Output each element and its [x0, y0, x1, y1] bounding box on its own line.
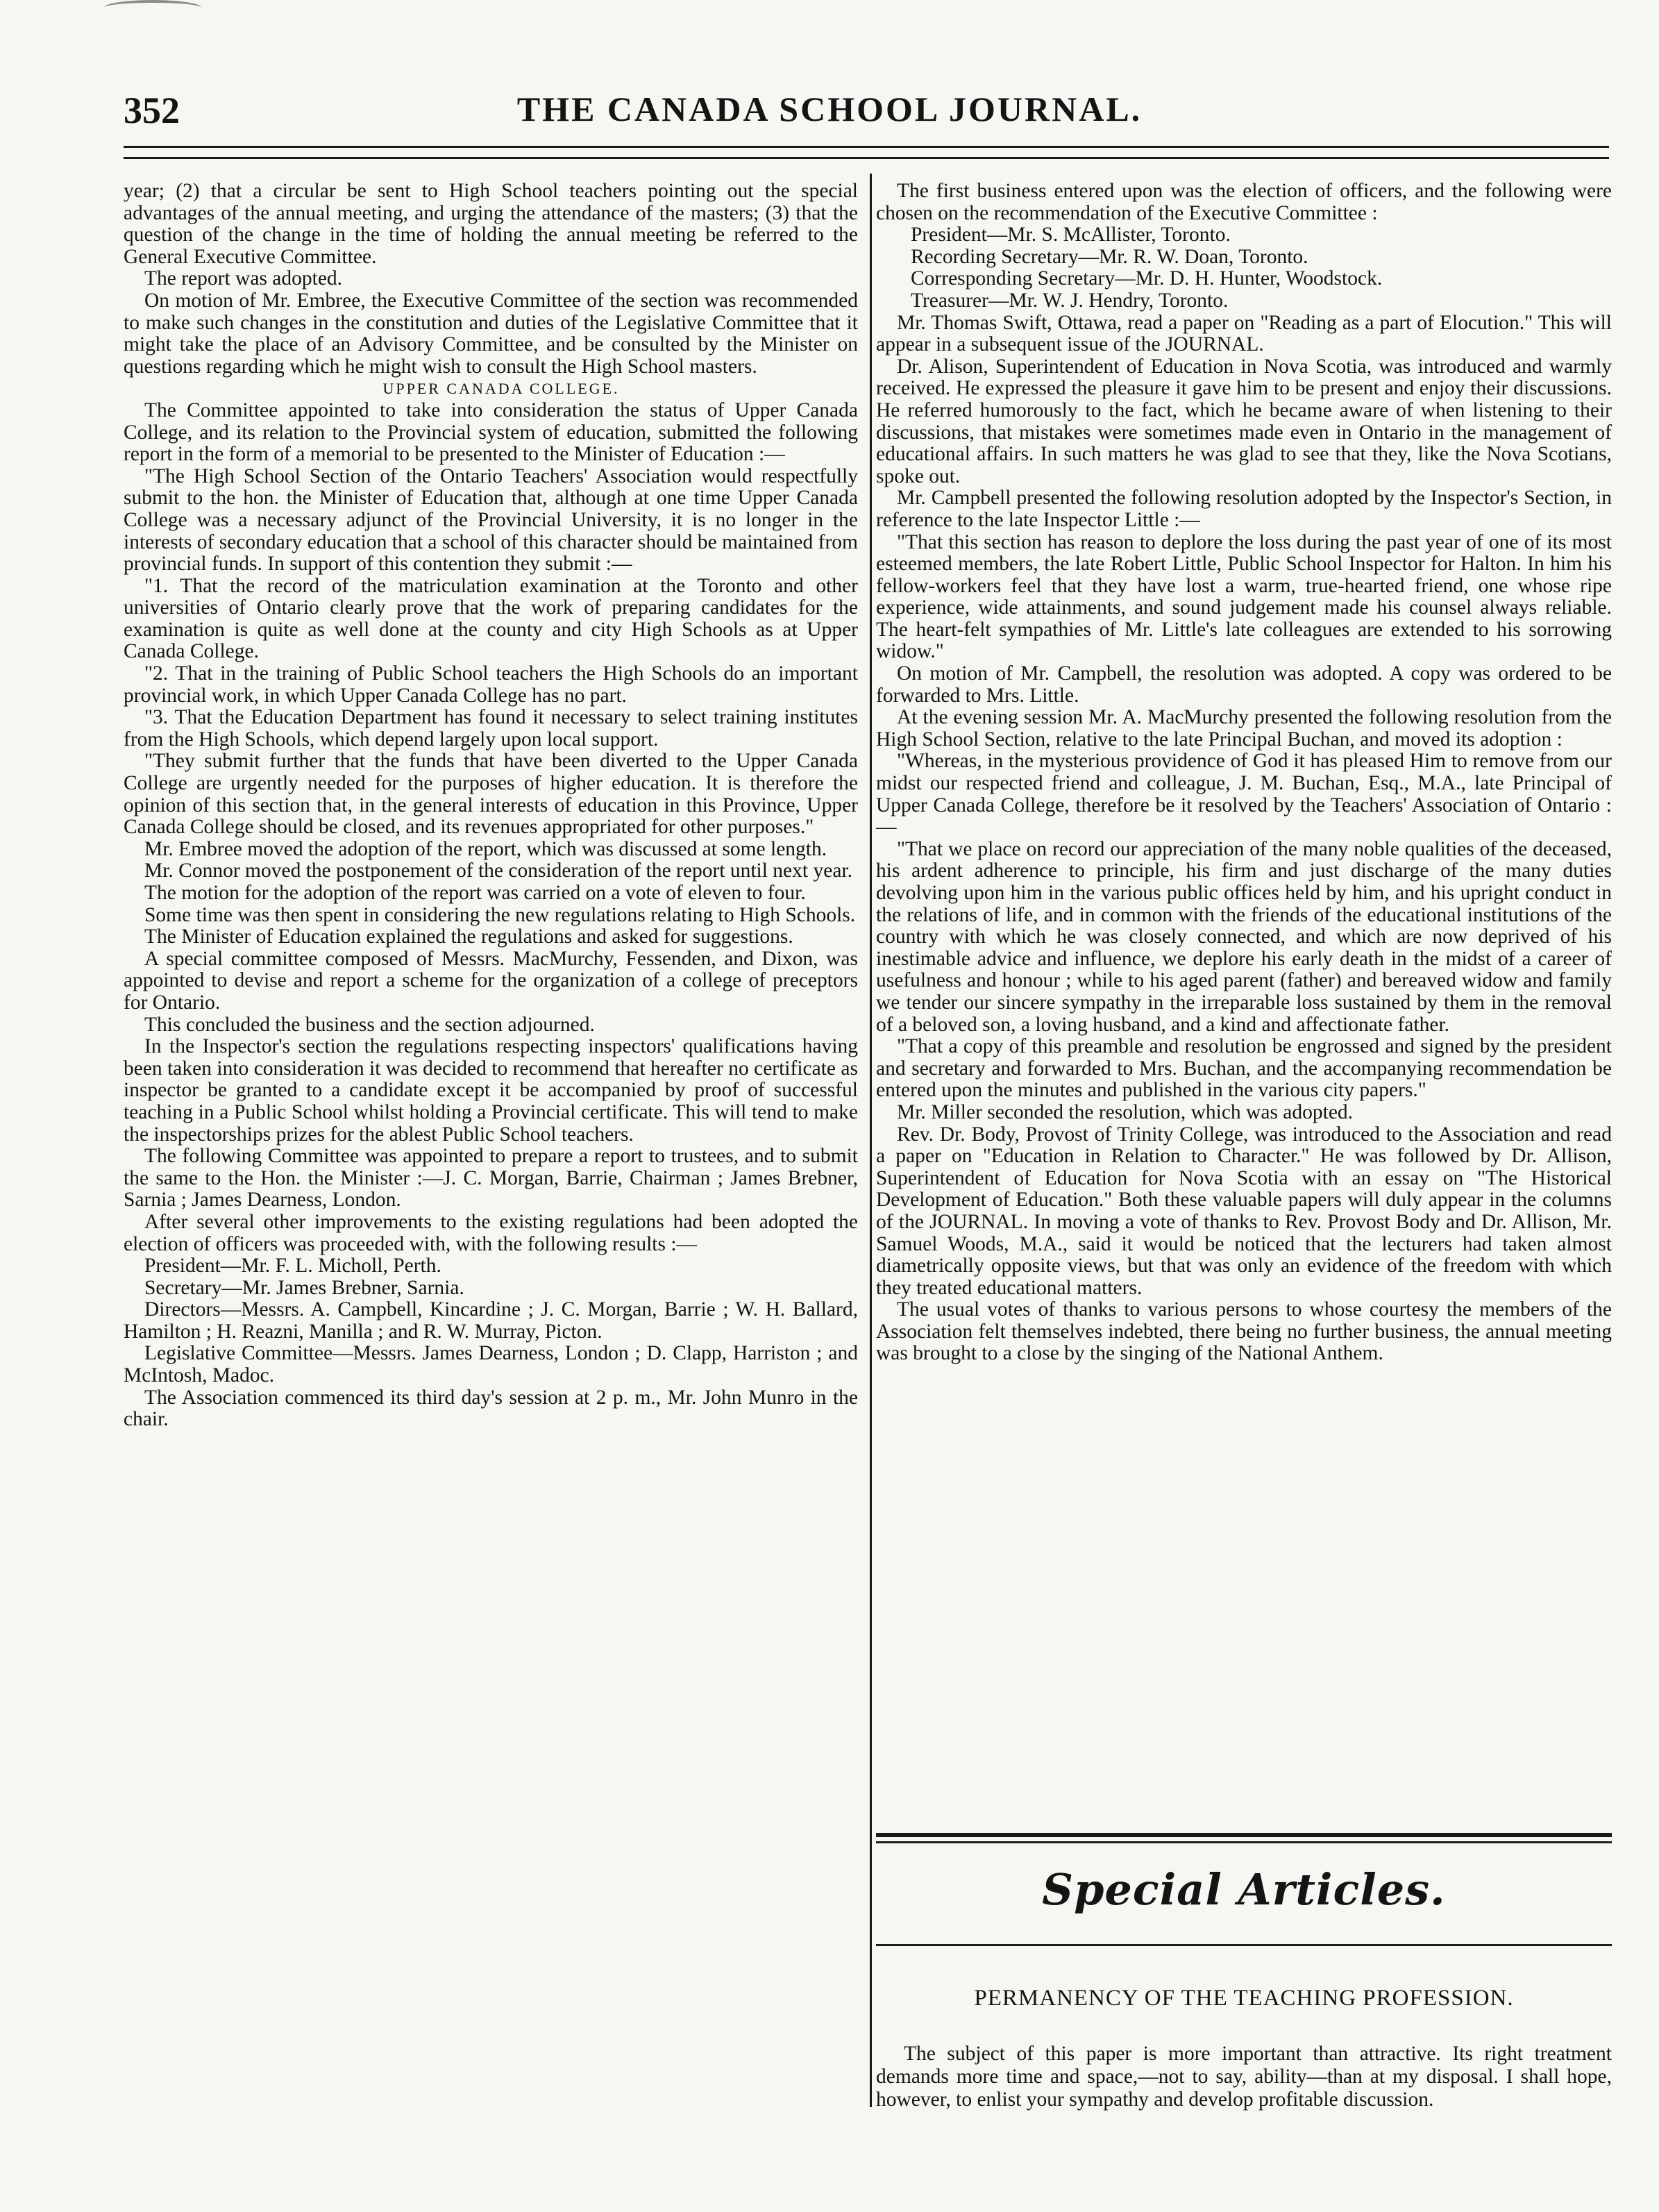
section-subheading: UPPER CANADA COLLEGE.	[382, 380, 620, 398]
header-rule-top	[124, 146, 1609, 148]
paragraph: Some time was then spent in considering the new regulations relating to High Schools.	[144, 903, 856, 926]
paragraph: On motion of Mr. Embree, the Executive Committee of the section was recommended to make such changes in the constitution and duties of the Legislative Committee that it might take the place of an Advisory Committee, and be consulted by the Minister on questions regarding which he might wish to consult the High School masters.	[124, 289, 858, 378]
page-number: 352	[124, 90, 180, 131]
paragraph: Mr. Connor moved the postponement of the consideration of the report until next year.	[144, 860, 852, 882]
paragraph: Mr. Miller seconded the resolution, which was adopted.	[897, 1100, 1354, 1123]
paragraph: year; (2) that a circular be sent to High School teachers pointing out the special advantages of the annual meeting, and urging the attendance of the masters; (3) that the question of the change in the time of holding the annual meeting be referred to the General Executive Committee.	[124, 180, 858, 268]
article-title: PERMANENCY OF THE TEACHING PROFESSION.	[974, 1986, 1514, 2011]
article-body	[876, 2043, 1612, 2111]
paragraph: The motion for the adoption of the report was carried on a vote of eleven to four.	[144, 882, 806, 904]
paragraph: Dr. Alison, Superintendent of Education in Nova Scotia, was introduced and warmly received. He expressed the pleasure it gave him to be present and enjoy their discussions. He referred humorously to the fact, which he became aware of when listening to their discussions, that mistakes were sometimes made even in Ontario in the management of educational affairs. In such matters he was glad to see that they, like the Nova Scotians, spoke out.	[876, 355, 1612, 487]
paragraph: A special committee composed of Messrs. MacMurchy, Fessenden, and Dixon, was appointed to devise and report a scheme for the organization of a college of preceptors for Ontario.	[124, 947, 858, 1014]
officer-list-item: Corresponding Secretary—Mr. D. H. Hunter, Woodstock.	[911, 267, 1383, 290]
paragraph: "That we place on record our appreciation of the many noble qualities of the deceased, his ardent adherence to principle, his firm and just discharge of the many duties devolving upon him in the various public offices held by him, and his upright conduct in the relations of life, and in common with the friends of the educational institutions of the country with which he was closely connected, and which are now deprived of his inestimable advice and influence, we deplore his early death in the midst of a career of usefulness and honour ; while to his aged parent (father) and bereaved widow and family we tender our sincere sympathy in the irreparable loss sustained by them in the removal of a beloved son, a loving husband, and a kind and affectionate father.	[876, 837, 1612, 1036]
paragraph: At the evening session Mr. A. MacMurchy presented the following resolution from the High School Section, relative to the late Principal Buchan, and moved its adoption :	[876, 706, 1612, 751]
paragraph: "1. That the record of the matriculation examination at the Toronto and other universities of Ontario clearly prove that the work of preparing candidates for the examination is quite as well done at the county and city High Schools as at Upper Canada College.	[124, 574, 858, 663]
paragraph: The first business entered upon was the election of officers, and the following were chosen on the recommendation of the Executive Committee :	[876, 180, 1612, 224]
paragraph: Mr. Embree moved the adoption of the report, which was discussed at some length.	[144, 837, 827, 860]
officer-list-item: Treasurer—Mr. W. J. Hendry, Toronto.	[911, 289, 1229, 312]
paragraph: The Minister of Education explained the regulations and asked for suggestions.	[144, 925, 793, 948]
paragraph: The subject of this paper is more important than attractive. Its right treatment demands more time and space,—not to say, ability—than at my disposal. I shall hope, however, to enlist your sympathy and develop profitable discussion.	[876, 2043, 1612, 2111]
section-rule-top	[876, 1833, 1612, 1837]
paragraph: After several other improvements to the existing regulations had been adopted the election of officers was proceeded with, with the following results :—	[124, 1210, 858, 1255]
paragraph: The report was adopted.	[144, 267, 343, 290]
officer-list-item: President—Mr. S. McAllister, Toronto.	[911, 224, 1231, 246]
left-column	[124, 181, 858, 1431]
officer-list-item: Recording Secretary—Mr. R. W. Doan, Toronto.	[911, 245, 1308, 268]
officer-list-item: Secretary—Mr. James Brebner, Sarnia.	[144, 1276, 464, 1299]
column-divider	[870, 174, 872, 2107]
right-column	[876, 181, 1612, 1365]
header-rule-bottom	[124, 157, 1609, 159]
paragraph: The usual votes of thanks to various persons to whose courtesy the members of the Association felt themselves indebted, there being no further business, the annual meeting was brought to a close by the singing of the National Anthem.	[876, 1298, 1612, 1365]
paragraph: The Association commenced its third day's session at 2 p. m., Mr. John Munro in the chair.	[124, 1386, 858, 1431]
paragraph: On motion of Mr. Campbell, the resolution was adopted. A copy was ordered to be forwarded to Mrs. Little.	[876, 662, 1612, 707]
officer-list-item: Legislative Committee—Messrs. James Dearness, London ; D. Clapp, Harriston ; and McIntosh, Madoc.	[124, 1342, 858, 1387]
special-articles-heading: Special Articles.	[1042, 1864, 1446, 1915]
paragraph: Rev. Dr. Body, Provost of Trinity College, was introduced to the Association and read a paper on "Education in Relation to Character." He was followed by Dr. Allison, Superintendent of Education for Nova Scotia with an essay on "The Historical Development of Education." Both these valuable papers will duly appear in the columns of the JOURNAL. In moving a vote of thanks to Rev. Provost Body and Dr. Allison, Mr. Samuel Woods, M.A., said it would be noticed that the lecturers had taken almost diametrically opposite views, but that was only an evidence of the freedom with which they treated educational matters.	[876, 1123, 1612, 1299]
paragraph: Mr. Campbell presented the following resolution adopted by the Inspector's Section, in reference to the late Inspector Little :—	[876, 487, 1612, 531]
paragraph: "The High School Section of the Ontario Teachers' Association would respectfully submit to the hon. the Minister of Education that, although at one time Upper Canada College was a necessary adjunct of the Provincial University, it is no longer in the interests of secondary education that a school of this character should be maintained from provincial funds. In support of this contention they submit :—	[124, 464, 858, 576]
paragraph: The Committee appointed to take into consideration the status of Upper Canada College, and its relation to the Provincial system of education, submitted the following report in the form of a memorial to be presented to the Minister of Education :—	[124, 399, 858, 466]
paragraph: In the Inspector's section the regulations respecting inspectors' qualifications having been taken into consideration it was decided to recommend that hereafter no certificate as inspector be granted to a candidate except it be accompanied by proof of successful teaching in a Public School whilst holding a Provincial certificate. This will tend to make the inspectorships prizes for the ablest Public School teachers.	[124, 1035, 858, 1146]
paragraph: "Whereas, in the mysterious providence of God it has pleased Him to remove from our midst our respected friend and colleague, J. M. Buchan, Esq., M.A., late Principal of Upper Canada College, therefore be it resolved by the Teachers' Association of Ontario :—	[876, 750, 1612, 839]
scan-mark	[104, 0, 201, 15]
paragraph: "They submit further that the funds that have been diverted to the Upper Canada College are urgently needed for the purposes of higher education. It is therefore the opinion of this section that, in the general interests of education in this Province, Upper Canada College should be closed, and its revenues appropriated for other purposes."	[124, 750, 858, 839]
section-rule-bottom	[876, 1944, 1612, 1946]
paragraph: "That this section has reason to deplore the loss during the past year of one of its most esteemed members, the late Robert Little, Public School Inspector for Halton. In him his fellow-workers feel that they have lost a warm, true-hearted friend, one whose ripe experience, wide attainments, and sound judgement made his counsel always reliable. The heart-felt sympathies of Mr. Little's late colleagues are extended to his sorrowing widow."	[876, 530, 1612, 663]
officer-list-item: President—Mr. F. L. Micholl, Perth.	[144, 1255, 441, 1277]
running-title: THE CANADA SCHOOL JOURNAL.	[516, 90, 1143, 128]
paragraph: "That a copy of this preamble and resolution be engrossed and signed by the president and secretary and forwarded to Mrs. Buchan, and the accompanying recommendation be entered upon the minutes and published in the various city papers."	[876, 1035, 1612, 1102]
officer-list-item: Directors—Messrs. A. Campbell, Kincardine ; J. C. Morgan, Barrie ; W. H. Ballard, Hamilton ; H. Reazni, Manilla ; and R. W. Murray, Picton.	[124, 1298, 858, 1343]
paragraph: Mr. Thomas Swift, Ottawa, read a paper on "Reading as a part of Elocution." This will appear in a subsequent issue of the JOURNAL.	[876, 311, 1612, 356]
paragraph: "3. That the Education Department has found it necessary to select training institutes from the High Schools, which depend largely upon local support.	[124, 706, 858, 751]
paragraph: "2. That in the training of Public School teachers the High Schools do an important provincial work, in which Upper Canada College has no part.	[124, 662, 858, 707]
section-rule-top-thin	[876, 1841, 1612, 1843]
paragraph: The following Committee was appointed to prepare a report to trustees, and to submit the same to the Hon. the Minister :—J. C. Morgan, Barrie, Chairman ; James Brebner, Sarnia ; James Dearness, London.	[124, 1145, 858, 1212]
paragraph: This concluded the business and the section adjourned.	[144, 1013, 595, 1036]
